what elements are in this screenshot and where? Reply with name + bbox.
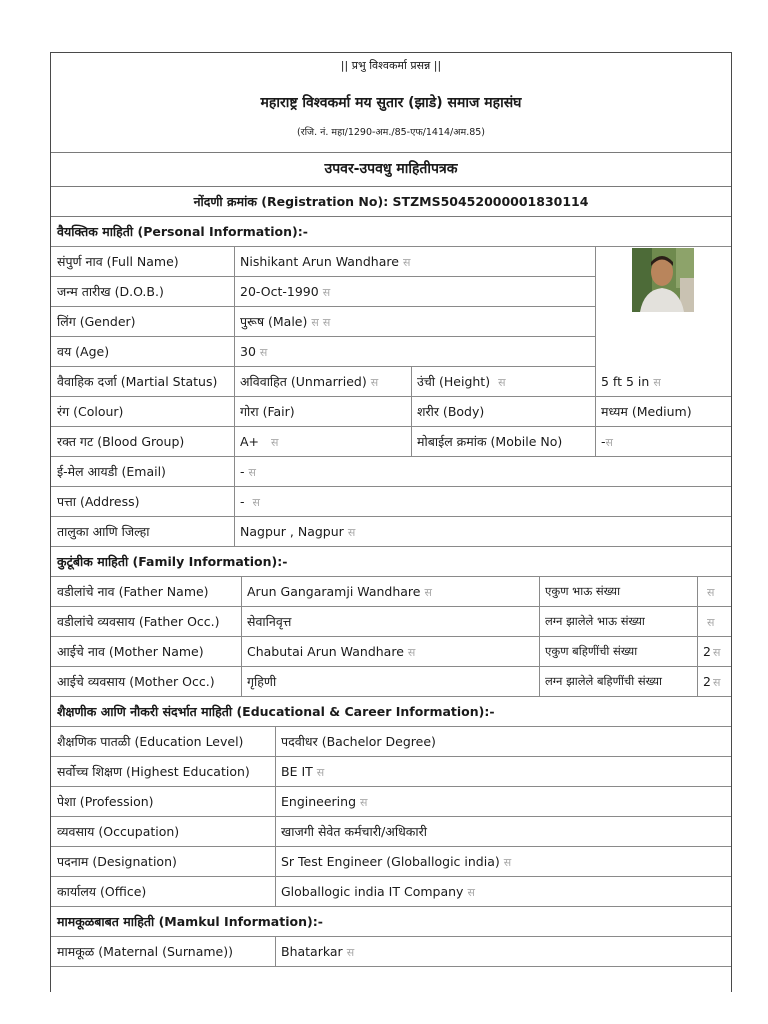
married-brothers-label: लग्न झालेले भाऊ संख्या [545, 614, 645, 628]
career-heading: शैक्षणीक आणि नौकरी संदर्भात माहिती (Educational & Career Information):- [57, 704, 495, 719]
sisters-label: एकुण बहिणींची संख्या [545, 644, 638, 658]
profile-photo [632, 248, 694, 312]
mother-occ-label: आईचे व्यवसाय (Mother Occ.) [57, 674, 215, 689]
height-value: 5 ft 5 in स [601, 374, 661, 389]
body-value: मध्यम (Medium) [601, 404, 692, 419]
edu-level-label: शैक्षणिक पातळी (Education Level) [57, 734, 244, 749]
table-row [51, 637, 731, 667]
registration-block [51, 187, 731, 217]
full-name-label: संपुर्ण नाव (Full Name) [57, 254, 179, 269]
biodata-sheet [50, 52, 732, 992]
blood-value: A+ स [240, 434, 279, 449]
table-row [51, 487, 731, 517]
address-label: पत्ता (Address) [57, 494, 140, 509]
table-row [51, 877, 731, 907]
father-occ-value: सेवानिवृत्त [247, 614, 292, 629]
table-row [51, 847, 731, 877]
dob-value: 20-Oct-1990 स [240, 284, 331, 299]
table-row [51, 427, 731, 457]
married-brothers-value: स [707, 616, 715, 629]
address-value: - स [240, 494, 260, 509]
brothers-label: एकुण भाऊ संख्या [545, 584, 621, 598]
mamkul-heading: मामकूळबाबत माहिती (Mamkul Information):- [57, 914, 323, 929]
table-row [51, 247, 595, 277]
profile-photo-image [632, 248, 694, 312]
office-value: Globallogic india IT Company स [281, 884, 475, 899]
form-title-block [51, 153, 731, 187]
profession-value: Engineering स [281, 794, 368, 809]
table-row [51, 817, 731, 847]
table-row [51, 787, 731, 817]
gender-label: लिंग (Gender) [57, 314, 136, 329]
mobile-value: -स [601, 434, 613, 449]
profession-label: पेशा (Profession) [57, 794, 154, 809]
gender-value: पुरूष (Male) स स [240, 314, 331, 329]
header-block [51, 53, 731, 153]
table-row [51, 397, 731, 427]
taluka-label: तालुका आणि जिल्हा [57, 524, 150, 539]
maternal-surname-label: मामकूळ (Maternal (Surname)) [57, 944, 233, 959]
occupation-value: खाजगी सेवेत कर्मचारी/अधिकारी [281, 824, 427, 839]
email-label: ई-मेल आयडी (Email) [57, 464, 166, 479]
mamkul-heading-row [51, 907, 731, 937]
blessing-text: || प्रभु विश्वकर्मा प्रसन्न || [340, 59, 442, 72]
marital-label: वैवाहिक दर्जा (Martial Status) [57, 374, 218, 389]
father-occ-label: वडीलांचे व्यवसाय (Father Occ.) [57, 614, 220, 629]
edu-level-value: पदवीधर (Bachelor Degree) [281, 734, 436, 749]
brothers-value: स [707, 586, 715, 599]
highest-education-value: BE IT स [281, 764, 325, 779]
table-row [51, 757, 731, 787]
personal-heading-row [51, 217, 731, 247]
father-name-value: Arun Gangaramji Wandhare स [247, 584, 432, 599]
reg-info: (रजि. नं. महा/1290-अम./85-एफ/1414/अम.85) [296, 127, 486, 138]
family-heading-row [51, 547, 731, 577]
email-value: - स [240, 464, 256, 479]
form-title: उपवर-उपवधु माहितीपत्रक [324, 161, 458, 177]
married-sisters-label: लग्न झालेले बहिणींची संख्या [545, 674, 663, 688]
table-row [51, 667, 731, 697]
colour-label: रंग (Colour) [57, 404, 124, 419]
occupation-label: व्यवसाय (Occupation) [57, 824, 180, 839]
sisters-value: 2 स [703, 644, 721, 659]
designation-label: पदनाम (Designation) [57, 854, 177, 869]
table-row [51, 937, 731, 967]
family-heading: कुटूंबीक माहिती (Family Information):- [57, 554, 288, 569]
mother-occ-value: गृहिणी [247, 674, 277, 689]
married-sisters-value: 2 स [703, 674, 721, 689]
blood-label: रक्त गट (Blood Group) [57, 434, 185, 449]
table-row [51, 517, 731, 547]
registration-number: नोंदणी क्रमांक (Registration No): STZMS50452000001830114 [193, 194, 589, 209]
personal-heading: वैयक्तिक माहिती (Personal Information):- [57, 224, 308, 239]
maternal-surname-value: Bhatarkar स [281, 944, 355, 959]
table-row [51, 607, 731, 637]
table-row [51, 277, 595, 307]
mother-name-label: आईचे नाव (Mother Name) [57, 644, 204, 659]
dob-label: जन्म तारीख (D.O.B.) [57, 284, 164, 299]
marital-value: अविवाहित (Unmarried) स [240, 374, 379, 389]
career-heading-row [51, 697, 731, 727]
mother-name-value: Chabutai Arun Wandhare स [247, 644, 416, 659]
full-name-value: Nishikant Arun Wandhare स [240, 254, 411, 269]
height-label: उंची (Height) स [417, 374, 506, 389]
org-name: महाराष्ट्र विश्वकर्मा मय सुतार (झाडे) समाज महासंघ [260, 95, 522, 111]
table-row [51, 577, 731, 607]
mobile-label: मोबाईल क्रमांक (Mobile No) [417, 434, 563, 449]
table-row [51, 307, 595, 337]
table-row [51, 367, 731, 397]
age-value: 30 स [240, 344, 268, 359]
highest-education-label: सर्वोच्च शिक्षण (Highest Education) [57, 764, 250, 779]
father-name-label: वडीलांचे नाव (Father Name) [57, 584, 209, 599]
table-row [51, 337, 595, 367]
designation-value: Sr Test Engineer (Globallogic india) स [281, 854, 512, 869]
age-label: वय (Age) [57, 344, 110, 359]
taluka-value: Nagpur , Nagpur स [240, 524, 356, 539]
table-row [51, 727, 731, 757]
body-label: शरीर (Body) [417, 404, 485, 419]
office-label: कार्यालय (Office) [57, 884, 147, 899]
colour-value: गोरा (Fair) [240, 404, 295, 419]
table-row [51, 457, 731, 487]
